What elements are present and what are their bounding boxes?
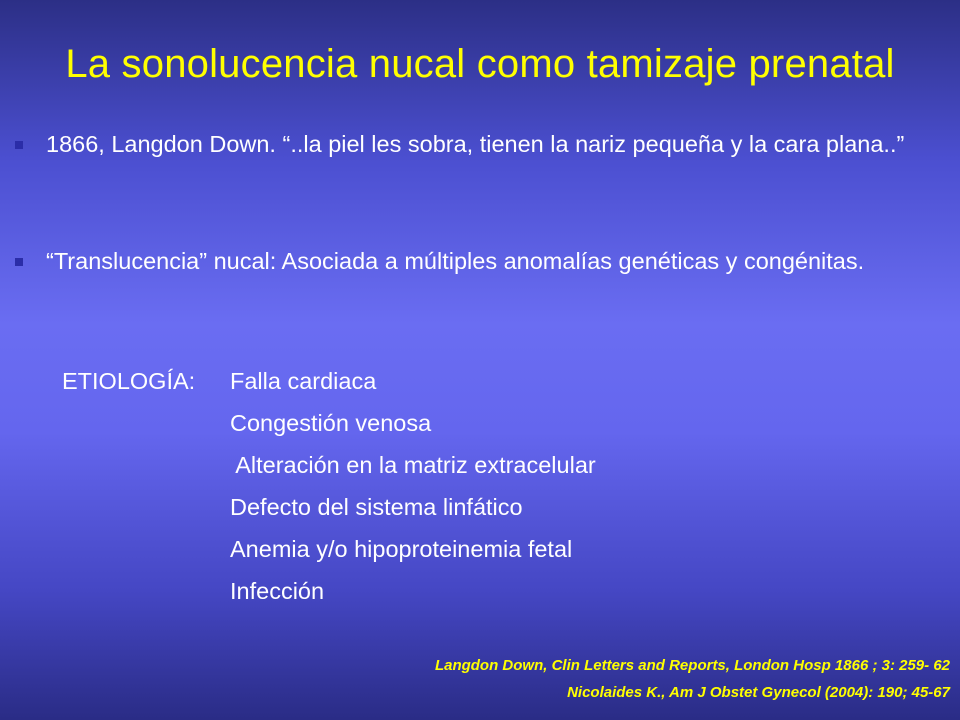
reference-citation: Nicolaides K., Am J Obstet Gynecol (2004): 190; 45-67: [567, 684, 950, 701]
slide-title: La sonolucencia nucal como tamizaje prenatal: [65, 42, 895, 86]
etiologia-item: Anemia y/o hipoproteinemia fetal: [230, 536, 573, 562]
etiologia-item: Falla cardiaca: [230, 368, 377, 394]
etiologia-label: ETIOLOGÍA:: [62, 368, 196, 394]
etiologia-item: Infección: [230, 578, 325, 604]
etiologia-item: Alteración en la matriz extracelular: [230, 452, 596, 478]
bullet-square-icon: [15, 258, 23, 266]
etiologia-item: Defecto del sistema linfático: [230, 494, 523, 520]
reference-citation: Langdon Down, Clin Letters and Reports, London Hosp 1866 ; 3: 259- 62: [434, 657, 950, 674]
bullet-square-icon: [15, 141, 23, 149]
bullet-text: “Translucencia” nucal: Asociada a múltiples anomalías genéticas y congénitas.: [46, 248, 865, 274]
etiologia-item: Congestión venosa: [230, 410, 432, 436]
bullet-text: 1866, Langdon Down. “..la piel les sobra, tienen la nariz pequeña y la cara plana..”: [46, 131, 905, 157]
